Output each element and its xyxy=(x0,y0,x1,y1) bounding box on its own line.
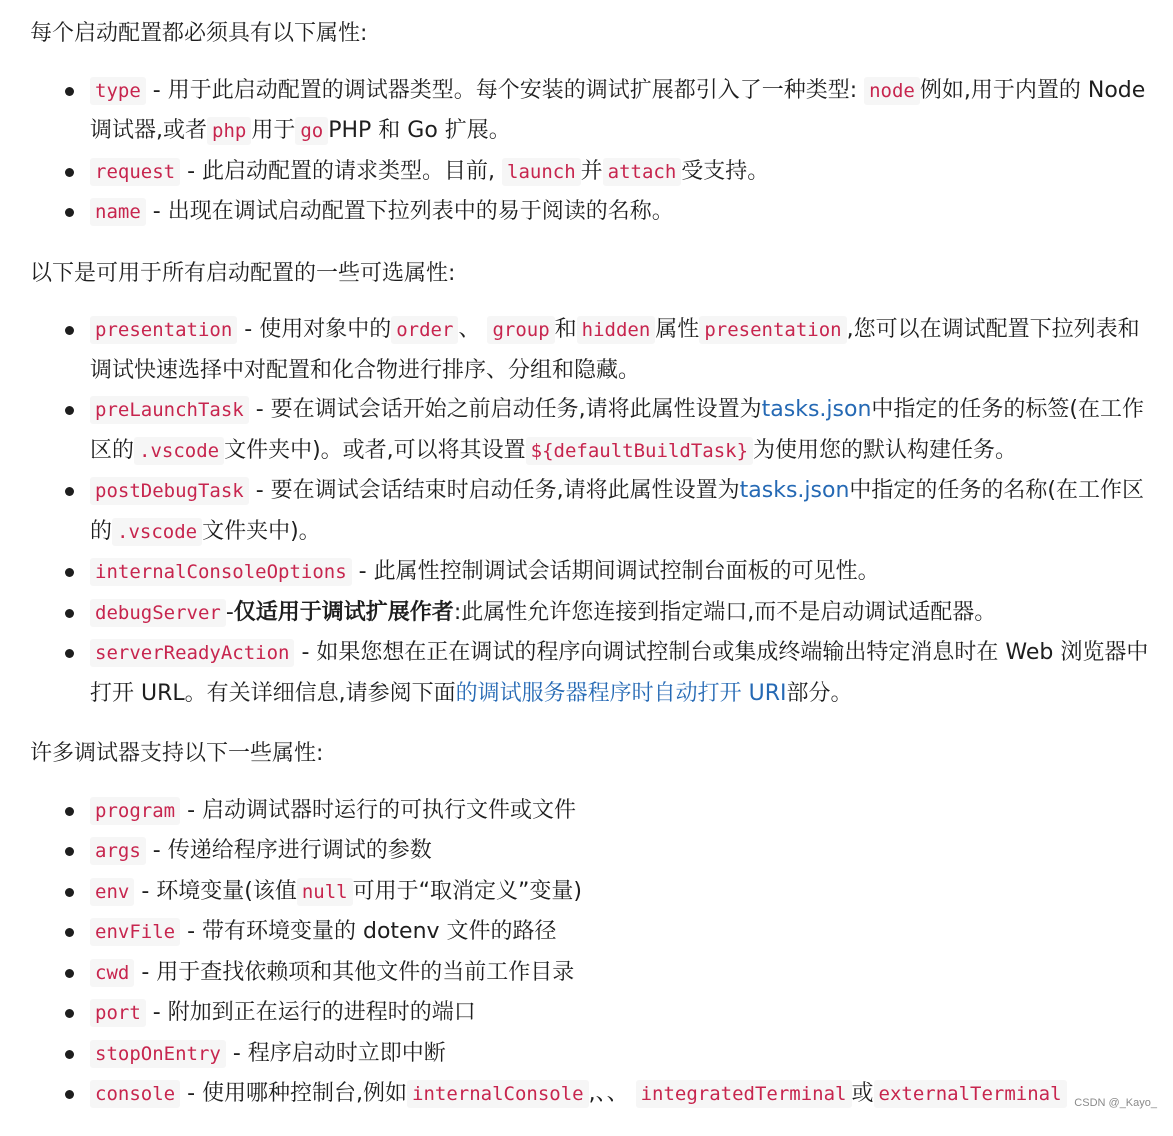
code-serverreadyaction: serverReadyAction xyxy=(90,639,294,667)
code-stoponentry: stopOnEntry xyxy=(90,1040,226,1068)
list-item-debugserver xyxy=(90,593,1149,634)
code-request: request xyxy=(90,158,180,186)
text: - 此启动配置的请求类型。目前, xyxy=(180,158,495,184)
text: - 用于此启动配置的调试器类型。每个安装的调试扩展都引入了一种类型: xyxy=(145,77,858,103)
text: - 附加到正在运行的进程时的端口 xyxy=(145,1000,476,1025)
text: 例如,用于内置的 Node 调试器,或者 xyxy=(90,77,1146,143)
text: - 使用对象中的 xyxy=(237,317,392,342)
list-item-program xyxy=(90,791,1149,832)
code-vscode-folder: .vscode xyxy=(134,437,224,465)
code-console: console xyxy=(90,1080,180,1108)
tasks-json-link[interactable]: tasks.json xyxy=(739,478,850,503)
text: 文件夹中)。或者,可以将其设置 xyxy=(224,437,526,463)
text: 并 xyxy=(580,158,603,184)
list-item-presentation xyxy=(90,310,1149,390)
list-item-env xyxy=(90,872,1149,913)
list-item-type xyxy=(90,71,1149,152)
list-item-internalconsoleoptions xyxy=(90,552,1149,593)
text: PHP 和 Go 扩展。 xyxy=(328,118,511,143)
code-cwd: cwd xyxy=(90,959,134,987)
text: 文件夹中)。 xyxy=(202,518,321,544)
code-envfile: envFile xyxy=(90,918,180,946)
code-type: type xyxy=(90,77,146,105)
text: 中指定的任务的名称(在工作区的 xyxy=(90,478,1144,544)
code-order: order xyxy=(391,316,458,344)
code-php: php xyxy=(207,117,251,145)
watermark: CSDN @_Kayo_ xyxy=(1074,1097,1157,1109)
code-attach: attach xyxy=(603,158,682,186)
code-env: env xyxy=(90,878,134,906)
code-integratedterminal: integratedTerminal xyxy=(636,1080,852,1108)
code-default-build-task: ${defaultBuildTask} xyxy=(526,437,753,465)
text: 或 xyxy=(851,1081,874,1106)
text: - 如果您想在正在调试的程序向调试控制台或集成终端输出特定消息时在 Web 浏览器中打开 URL。有关详细信息,请参阅下面 xyxy=(90,640,1149,706)
code-presentation: presentation xyxy=(90,316,237,344)
code-externalterminal: externalTerminal xyxy=(874,1080,1067,1108)
list-item-envfile xyxy=(90,912,1149,953)
list-item-console xyxy=(90,1074,1149,1115)
text: 、 xyxy=(458,317,481,342)
common-attributes-list xyxy=(30,791,1149,1115)
code-debugserver: debugServer xyxy=(90,599,226,627)
common-intro: 许多调试器支持以下一些属性: xyxy=(30,741,324,766)
code-group: group xyxy=(487,316,554,344)
text: 和 xyxy=(554,317,577,342)
text: - 传递给程序进行调试的参数 xyxy=(145,838,432,863)
list-item-serverreadyaction xyxy=(90,633,1149,713)
text: - 使用哪种控制台,例如 xyxy=(180,1081,407,1106)
code-program: program xyxy=(90,797,180,825)
code-hidden: hidden xyxy=(577,316,656,344)
auto-open-uri-link[interactable]: 的调试服务器程序时自动打开 URI xyxy=(455,680,787,706)
list-item-name xyxy=(90,192,1149,233)
text: :此属性允许您连接到指定端口,而不是启动调试适配器。 xyxy=(453,599,997,625)
text: ,您可以在调试配置下拉列表和调试快速选择中对配置和化合物进行排序、分组和隐藏。 xyxy=(90,317,1140,383)
text: - 出现在调试启动配置下拉列表中的易于阅读的名称。 xyxy=(145,199,674,224)
code-vscode-folder: .vscode xyxy=(112,518,202,546)
text: 为使用您的默认构建任务。 xyxy=(753,437,1018,463)
text: 属性 xyxy=(655,317,700,342)
text: - 启动调试器时运行的可执行文件或文件 xyxy=(180,797,577,823)
list-item-port xyxy=(90,993,1149,1034)
optional-attributes-list xyxy=(30,310,1149,713)
code-go: go xyxy=(295,117,328,145)
code-postdebugtask: postDebugTask xyxy=(90,477,249,505)
code-internalconsole: internalConsole xyxy=(407,1080,589,1108)
text: - 程序启动时立即中断 xyxy=(225,1040,446,1066)
code-args: args xyxy=(90,837,146,865)
list-item-args xyxy=(90,831,1149,872)
text: - xyxy=(225,599,234,625)
text: - 此属性控制调试会话期间调试控制台面板的可见性。 xyxy=(351,559,880,584)
text: - 要在调试会话结束时启动任务,请将此属性设置为 xyxy=(248,478,740,503)
code-node: node xyxy=(864,77,920,105)
code-prelaunchtask: preLaunchTask xyxy=(90,396,249,424)
text: 用于 xyxy=(251,118,296,143)
code-port: port xyxy=(90,999,146,1027)
code-presentation: presentation xyxy=(699,316,846,344)
required-attributes-list xyxy=(30,71,1149,233)
text: - 要在调试会话开始之前启动任务,请将此属性设置为 xyxy=(248,397,762,422)
emphasis-text: 仅适用于调试扩展作者 xyxy=(233,599,454,625)
text: ,、、 xyxy=(588,1081,629,1106)
text: 部分。 xyxy=(786,680,853,706)
code-internalconsoleoptions: internalConsoleOptions xyxy=(90,558,352,586)
list-item-prelaunchtask xyxy=(90,390,1149,471)
tasks-json-link[interactable]: tasks.json xyxy=(761,397,872,422)
required-intro: 每个启动配置都必须具有以下属性: xyxy=(30,21,368,46)
text: - 带有环境变量的 dotenv 文件的路径 xyxy=(180,919,557,944)
code-launch: launch xyxy=(502,158,581,186)
list-item-cwd xyxy=(90,953,1149,994)
list-item-request xyxy=(90,152,1149,193)
list-item-stoponentry xyxy=(90,1034,1149,1075)
text: - 用于查找依赖项和其他文件的当前工作目录 xyxy=(134,959,575,985)
code-name: name xyxy=(90,198,146,226)
text: - 环境变量(该值 xyxy=(134,878,297,904)
code-null: null xyxy=(297,878,353,906)
text: 中指定的任务的标签(在工作区的 xyxy=(90,397,1144,463)
optional-intro: 以下是可用于所有启动配置的一些可选属性: xyxy=(30,260,456,286)
list-item-postdebugtask xyxy=(90,471,1149,552)
text: 可用于“取消定义”变量) xyxy=(352,878,582,904)
text: 受支持。 xyxy=(681,158,770,184)
